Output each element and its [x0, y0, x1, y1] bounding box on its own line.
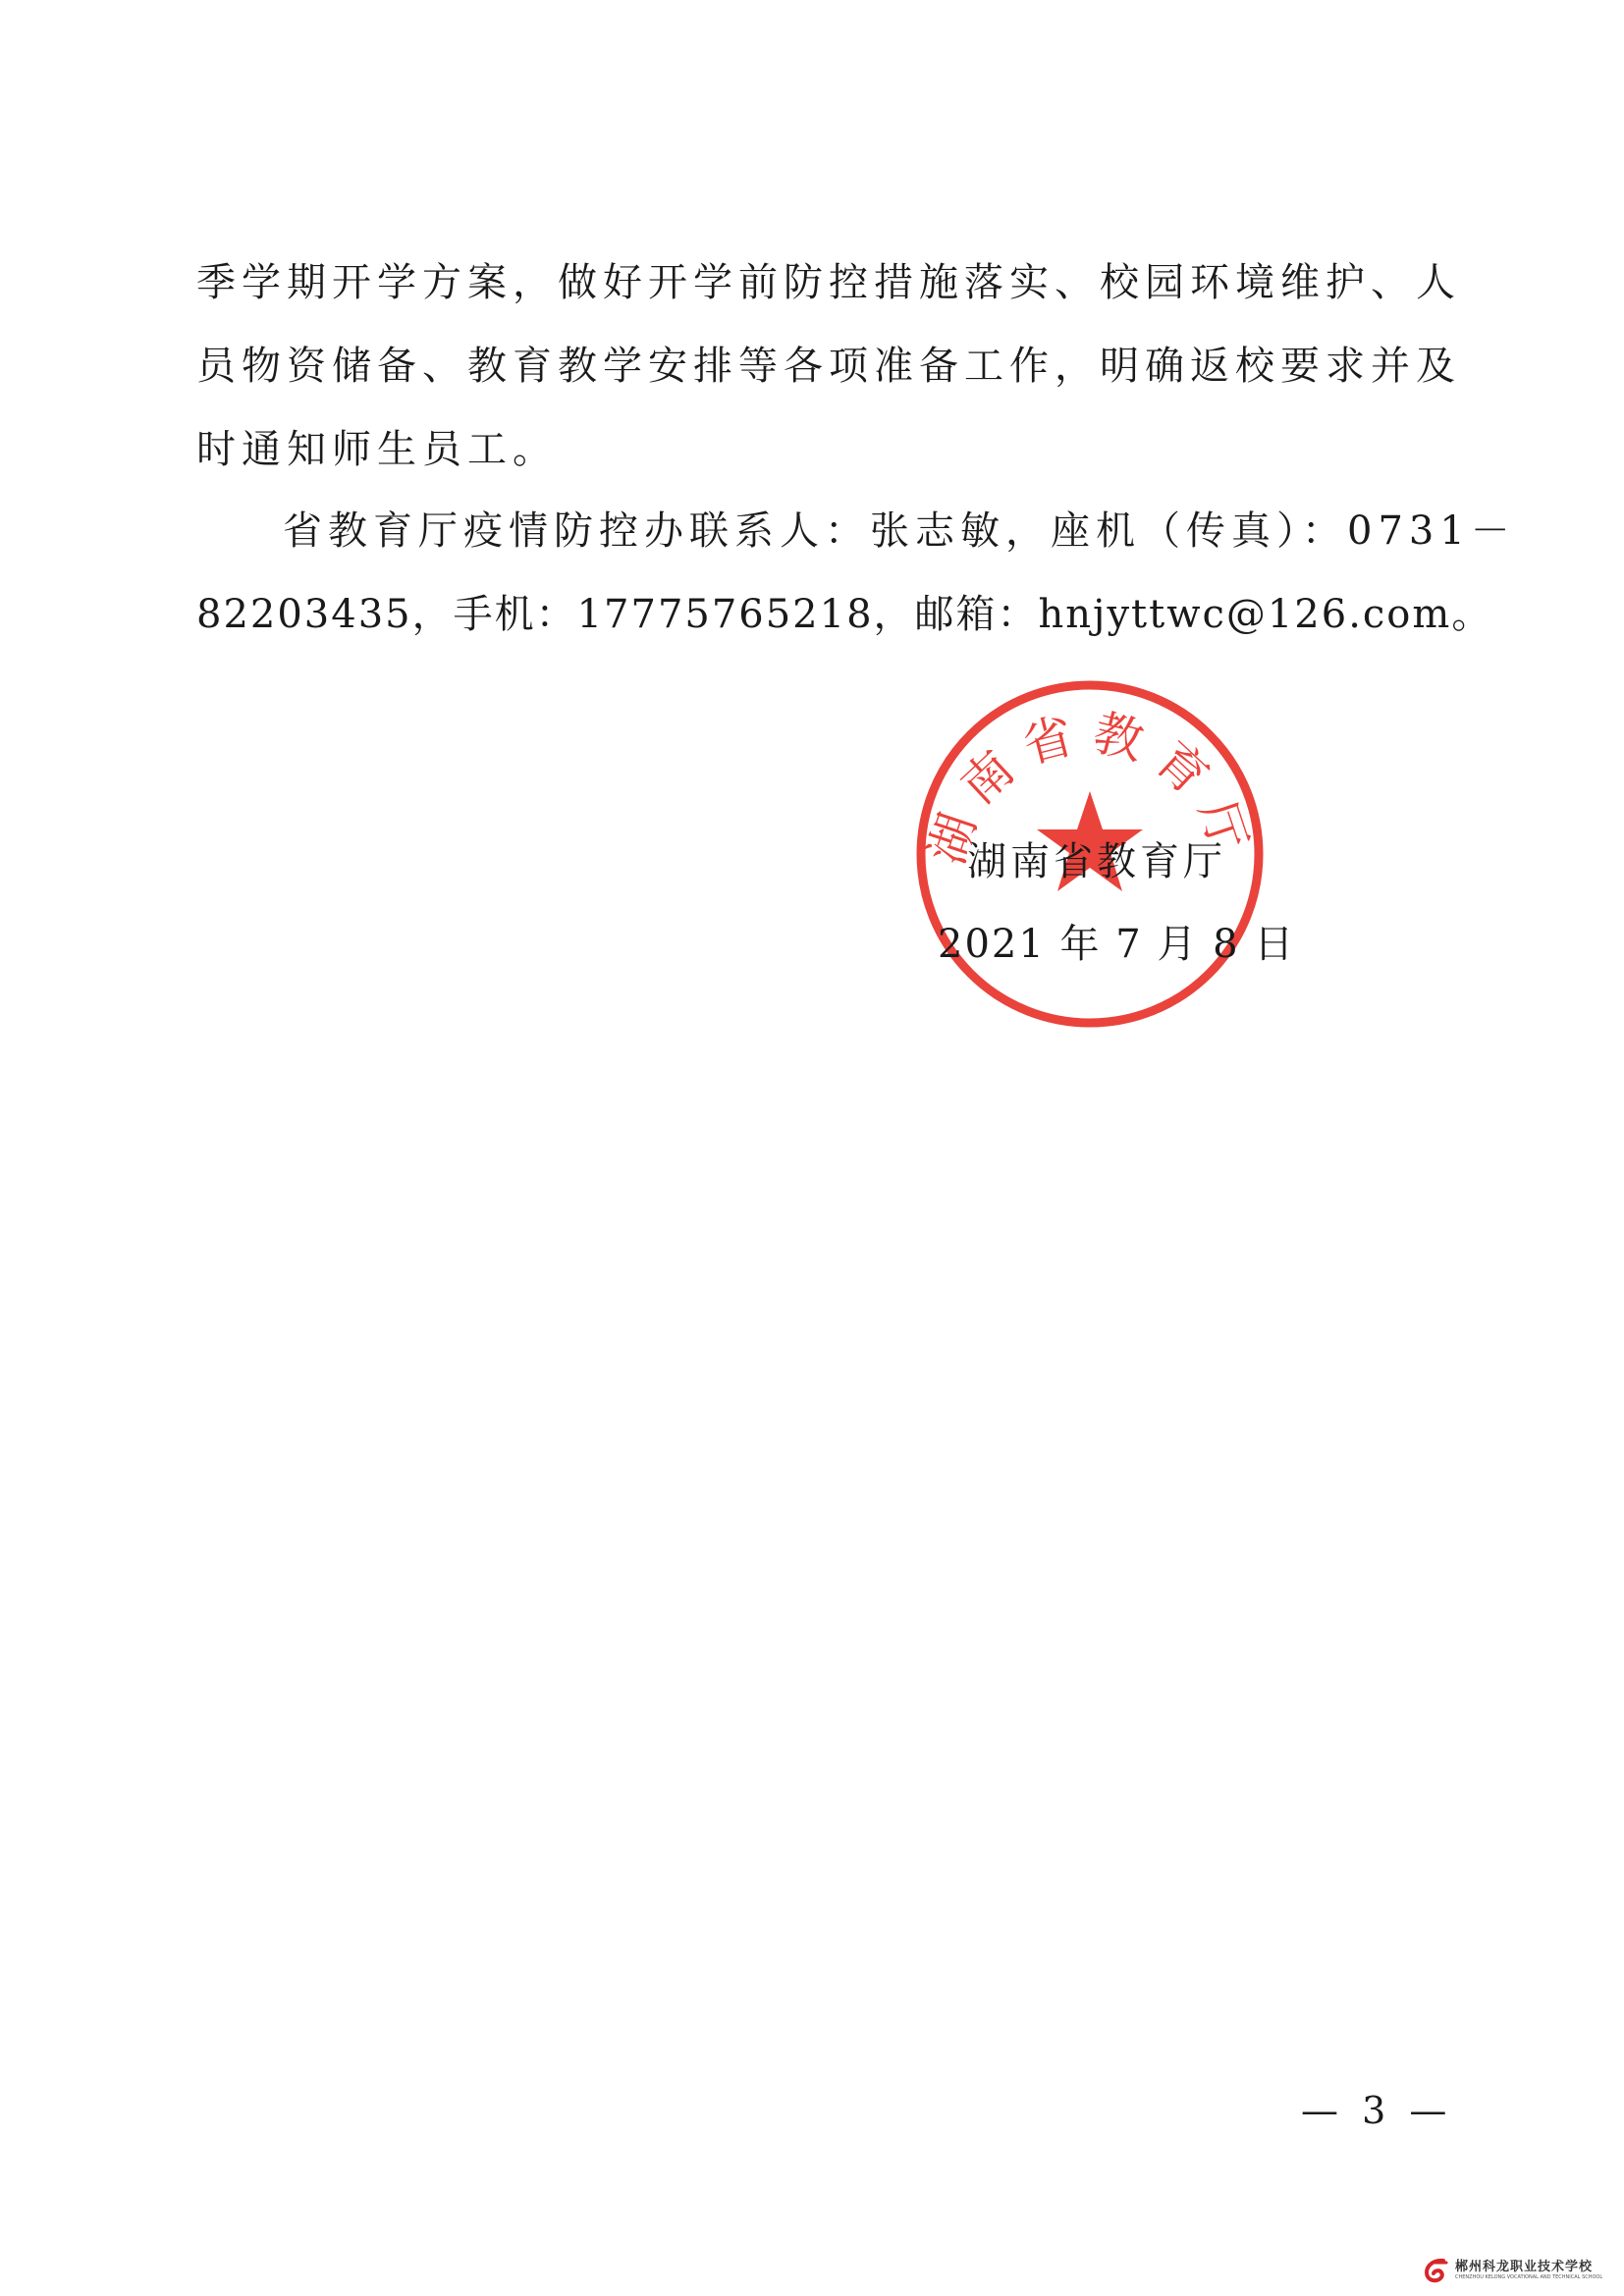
watermark-en: CHENZHOU KELONG VOCATIONAL AND TECHNICAL SCHOOL: [1455, 2274, 1603, 2280]
signer-name: 湖南省教育厅: [967, 839, 1226, 884]
school-logo-icon: [1422, 2257, 1449, 2284]
signing-date: 2021 年 7 月 8 日: [938, 922, 1296, 967]
paragraph-line: 季学期开学方案，做好开学前防控措施落实、校园环境维护、人: [196, 260, 1461, 305]
paragraph-line: 员物资储备、教育教学安排等各项准备工作，明确返校要求并及: [196, 344, 1461, 389]
page-number: — 3 —: [1301, 2089, 1453, 2132]
school-watermark: [1422, 2254, 1618, 2287]
paragraph-line: 时通知师生员工。: [196, 427, 558, 472]
contact-line: 82203435，手机：17775765218，邮箱：hnjyttwc@126.com。: [196, 592, 1493, 637]
watermark-cn: 郴州科龙职业技术学校: [1455, 2260, 1594, 2274]
contact-line: 省教育厅疫情防控办联系人：张志敏，座机（传真）：0731－: [283, 508, 1516, 554]
seal-arc-text: 湖南省教育厅: [917, 703, 1263, 872]
